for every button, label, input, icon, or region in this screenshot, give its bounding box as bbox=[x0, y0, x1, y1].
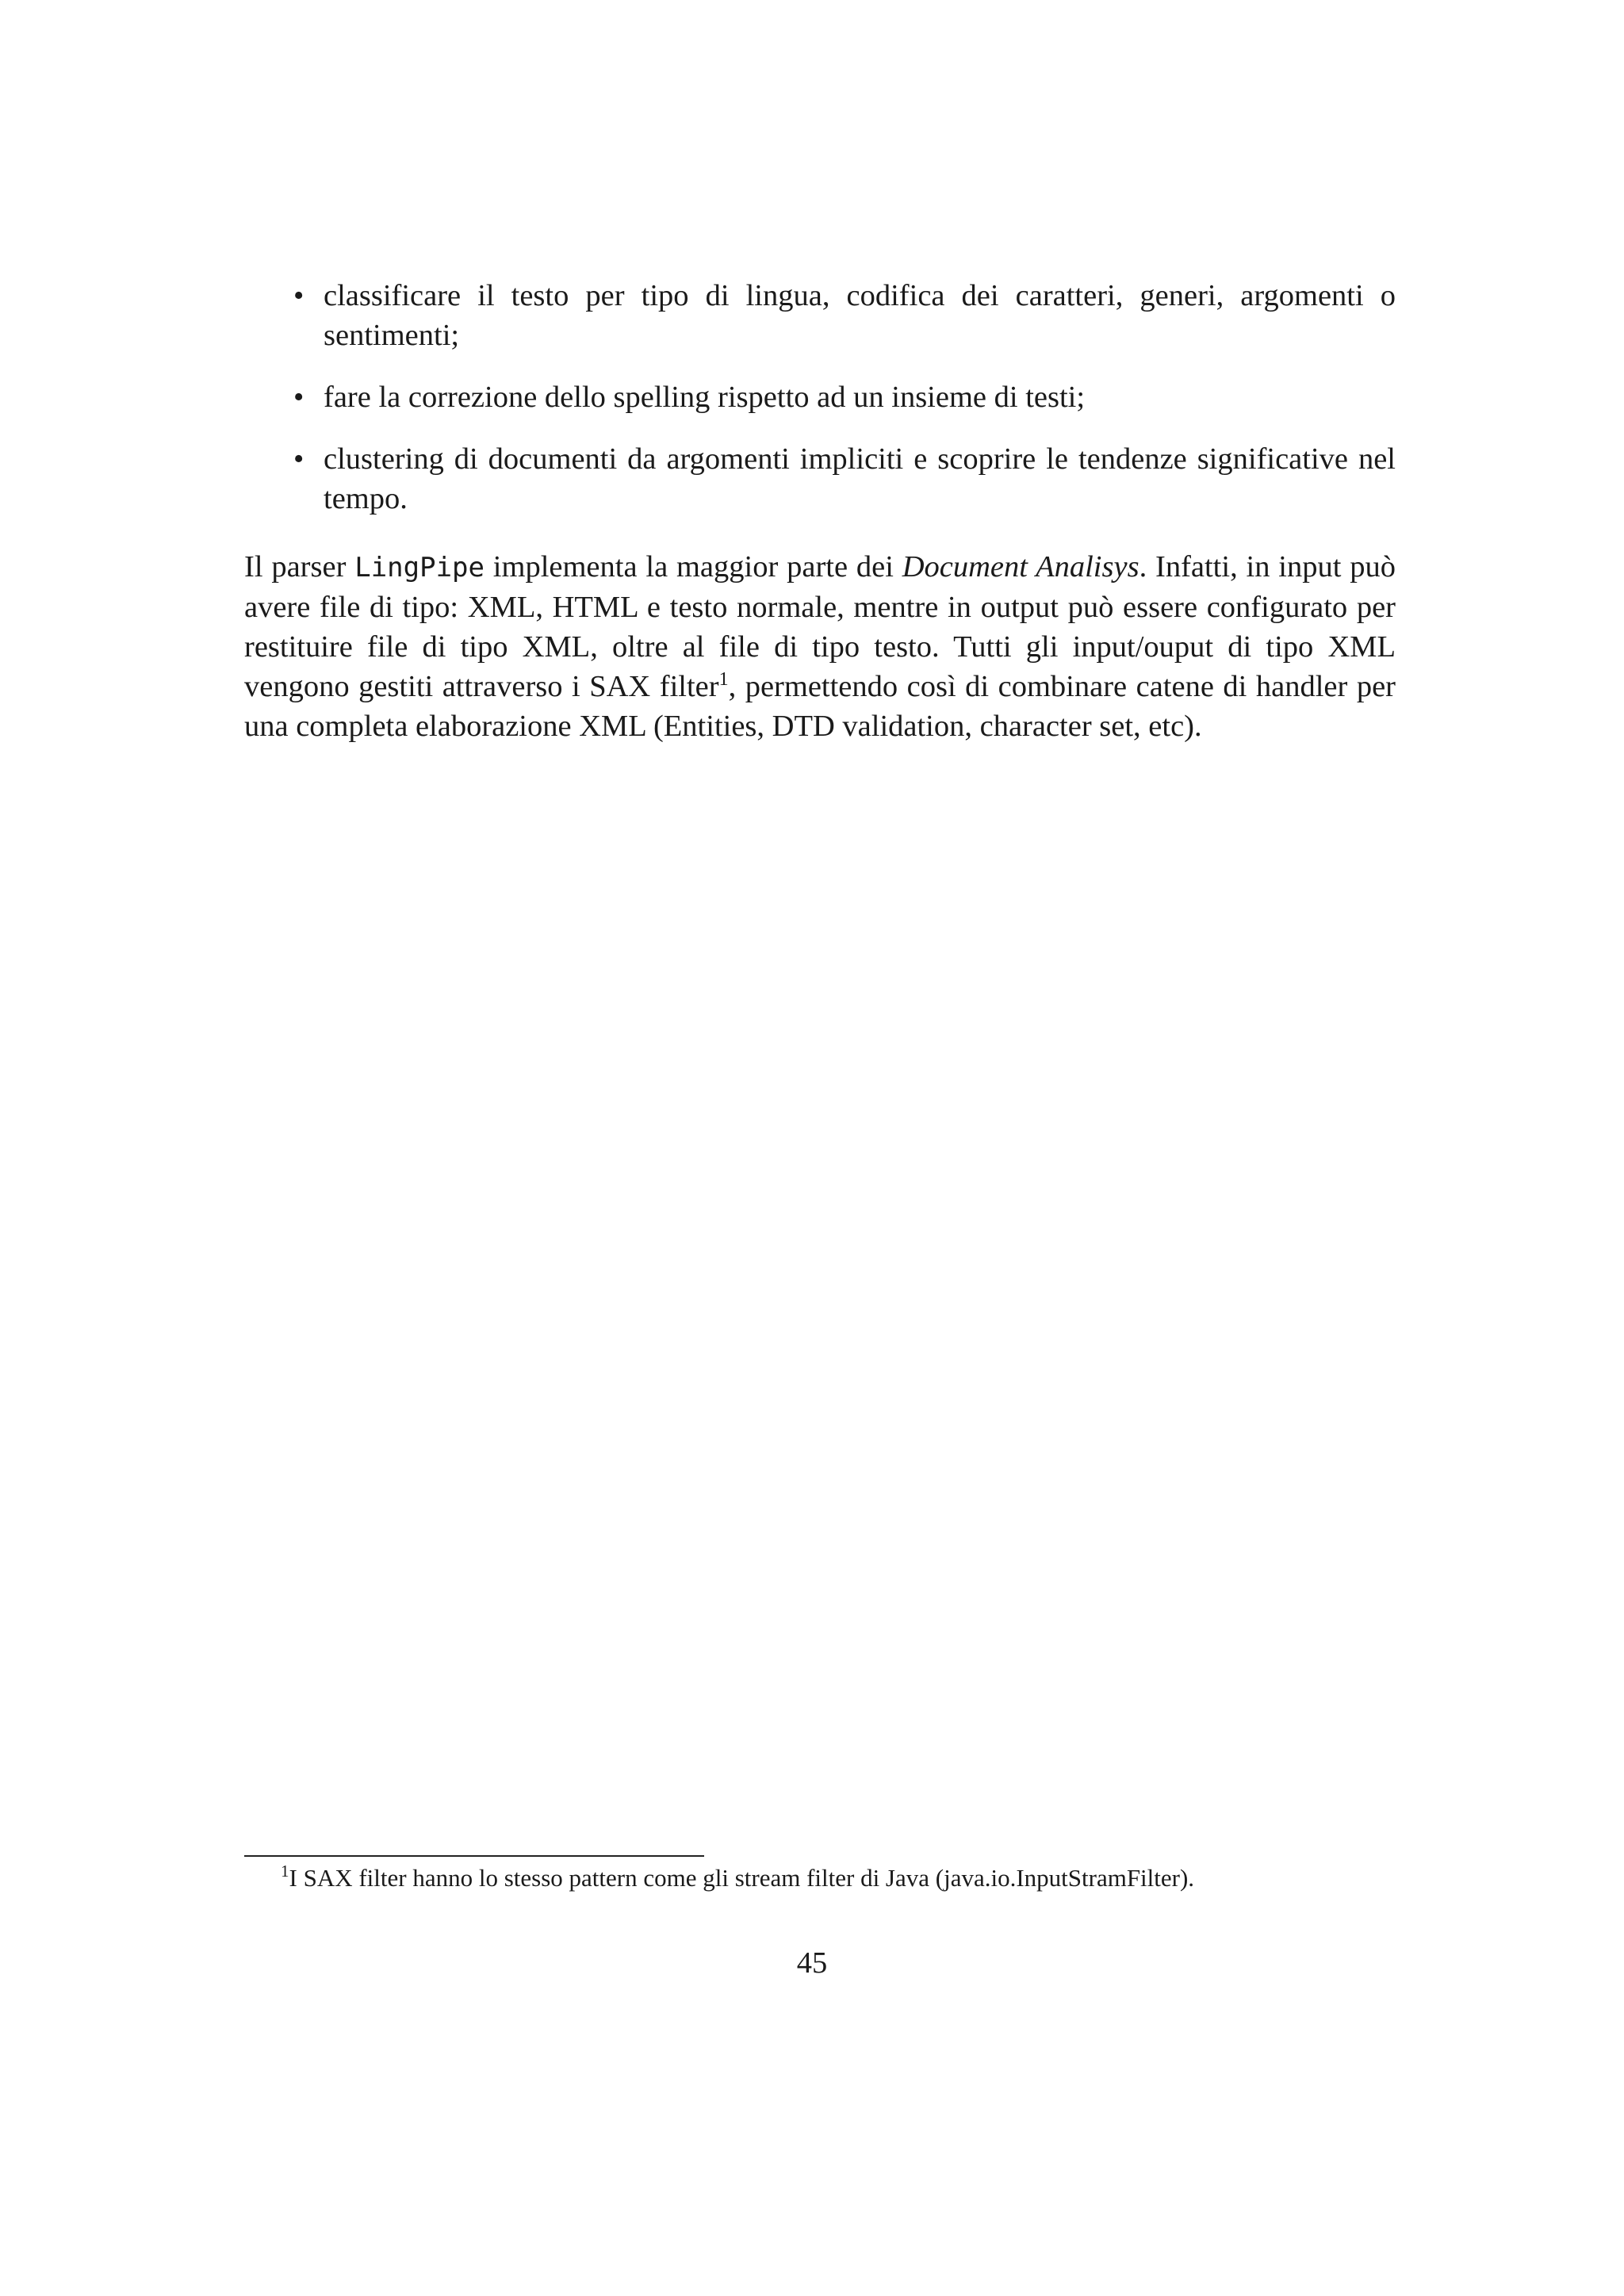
footnote bbox=[244, 1862, 1396, 1895]
paragraph-text: , permettendo così di combinare catene di handler per una completa elaborazione XML (Entities, DTD validation, character set, etc). bbox=[244, 670, 1396, 743]
list-item-text: fare la correzione dello spelling rispetto ad un insieme di testi; bbox=[324, 381, 1086, 414]
page-number: 45 bbox=[796, 1946, 828, 1980]
code-term: LingPipe bbox=[354, 552, 485, 584]
footnote-divider bbox=[244, 1855, 704, 1857]
bullet-list bbox=[244, 276, 1396, 519]
list-item-text: classificare il testo per tipo di lingua, codifica dei caratteri, generi, argomenti o sentimenti; bbox=[324, 279, 1396, 352]
bullet-icon: • bbox=[293, 381, 304, 414]
list-item bbox=[244, 276, 1396, 355]
bullet-icon: • bbox=[293, 279, 304, 312]
bullet-icon: • bbox=[293, 442, 304, 476]
list-item-text: clustering di documenti da argomenti impliciti e scoprire le tendenze significative nel tempo. bbox=[324, 442, 1396, 515]
paragraph-text: . Infatti, in input può avere file di tipo: XML, HTML e testo normale, mentre in output può essere configurato per restituire file di tipo XML, oltre al file di tipo testo. Tutti gli input/ouput di tipo XML vengono gestiti attraverso i SAX filter bbox=[244, 550, 1396, 703]
footnote-text: I SAX filter hanno lo stesso pattern come gli stream filter di Java (java.io.InputStramFilter). bbox=[289, 1864, 1195, 1892]
emphasis-term: Document Analisys bbox=[902, 550, 1139, 584]
paragraph-text: Il parser bbox=[244, 550, 355, 584]
main-text bbox=[244, 276, 1396, 746]
footnote-number: 1 bbox=[281, 1862, 289, 1881]
body-paragraph bbox=[244, 547, 1396, 746]
list-item bbox=[244, 377, 1396, 417]
list-item bbox=[244, 439, 1396, 519]
footnote-reference: 1 bbox=[718, 669, 729, 690]
paragraph-text: implementa la maggior parte dei bbox=[484, 550, 902, 584]
